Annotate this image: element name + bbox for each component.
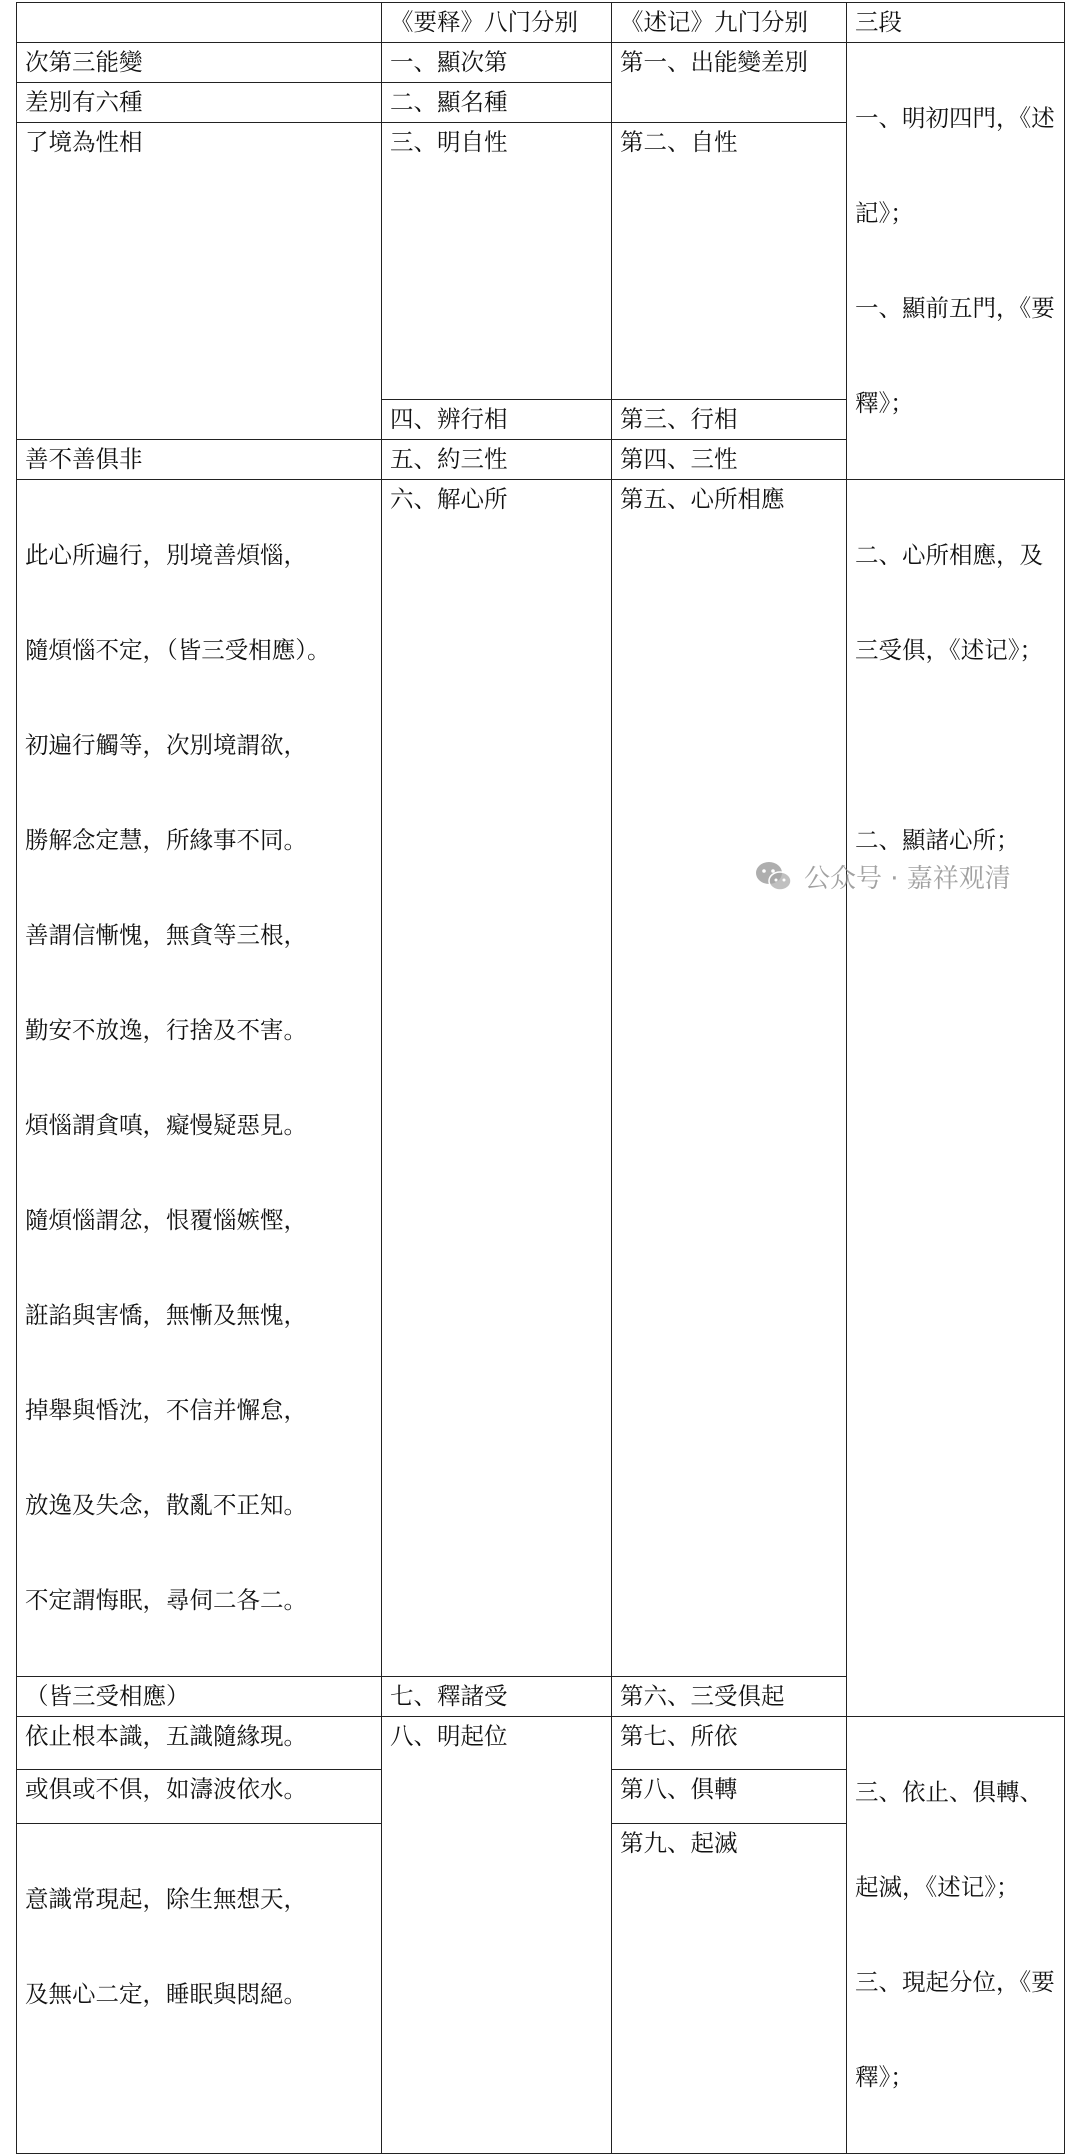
verse-line: 勝解念定慧，所緣事不同。 [25,826,307,854]
shuji-cell: 第四、三性 [612,440,847,480]
spacer [855,726,1056,765]
verse-cell: （皆三受相應） [17,1677,382,1717]
verse-cell: 善不善俱非 [17,440,382,480]
watermark-text: 公众号 · 嘉祥观清 [804,864,1011,894]
header-row [17,3,1065,43]
header-cell-shuji: 《述记》九门分别 [612,3,847,43]
verse-cell: 次第三能變 [17,43,382,83]
sanduan-cell-2 [847,480,1065,1717]
sanduan-line: 二、顯諸心所； [855,826,1020,854]
verse-line: 此心所遍行，別境善煩惱， [25,541,307,569]
sanduan-line: 記》； [855,199,914,227]
comparison-table [16,2,1065,2154]
verse-cell [17,1823,382,2153]
yaoshi-cell: 八、明起位 [382,1717,612,2154]
verse-line: 煩惱謂貪嗔，癡慢疑惡見。 [25,1111,307,1139]
sanduan-line: 一、明初四門，《述 [855,104,1055,132]
yaoshi-cell: 三、明自性 [382,123,612,400]
shuji-cell: 第一、出能變差別 [612,43,847,123]
sanduan-line: 三受俱，《述记》； [855,636,1043,664]
sanduan-line: 三、現起分位，《要 [855,1968,1055,1996]
header-cell-sanduan: 三段 [847,3,1065,43]
verse-line: 意識常現起，除生無想天， [25,1884,307,1913]
verse-cell: 了境為性相 [17,123,382,440]
shuji-cell: 第三、行相 [612,400,847,440]
verse-line: 隨煩惱謂忿，恨覆惱嫉慳， [25,1206,307,1234]
verse-cell: 或俱或不俱，如濤波依水。 [17,1770,382,1823]
verse-cell: 差別有六種 [17,83,382,123]
yaoshi-cell: 六、解心所 [382,480,612,1677]
sanduan-line: 二、心所相應，及 [855,541,1043,569]
verse-cell-stanza [17,480,382,1677]
sanduan-cell-3 [847,1717,1065,2154]
verse-line: 勤安不放逸，行捨及不害。 [25,1016,307,1044]
verse-line: 放逸及失念，散亂不正知。 [25,1491,307,1519]
shuji-cell: 第七、所依 [612,1717,847,1770]
shuji-cell: 第八、俱轉 [612,1770,847,1823]
verse-line: 隨煩惱不定，（皆三受相應）。 [25,636,331,664]
verse-cell: 依止根本識，五識隨緣現。 [17,1717,382,1770]
yaoshi-cell: 二、顯名種 [382,83,612,123]
shuji-cell: 第六、三受俱起 [612,1677,847,1717]
shuji-cell: 第九、起滅 [612,1823,847,2153]
table-row [17,43,1065,83]
sanduan-line: 起滅，《述记》； [855,1873,1020,1901]
shuji-cell: 第五、心所相應 [612,480,847,1677]
yaoshi-cell: 一、顯次第 [382,43,612,83]
verse-line: 初遍行觸等，次別境謂欲， [25,731,307,759]
sanduan-line: 釋》； [855,2063,914,2091]
sanduan-line: 釋》； [855,389,914,417]
sanduan-line: 三、依止、俱轉、 [855,1778,1043,1806]
verse-line: 掉舉與惛沈，不信并懈怠， [25,1396,307,1424]
header-cell-yaoshi: 《要释》八门分别 [382,3,612,43]
verse-line: 不定謂悔眠，尋伺二各二。 [25,1586,307,1614]
verse-line: 誑諂與害憍，無慚及無愧， [25,1301,307,1329]
shuji-cell: 第二、自性 [612,123,847,400]
header-cell-verse [17,3,382,43]
yaoshi-cell: 七、釋諸受 [382,1677,612,1717]
sanduan-line: 一、顯前五門，《要 [855,294,1055,322]
sanduan-cell-1 [847,43,1065,480]
verse-line: 善謂信慚愧，無貪等三根， [25,921,307,949]
table-row [17,480,1065,1677]
table-row [17,1717,1065,1770]
yaoshi-cell: 四、辨行相 [382,400,612,440]
verse-line: 及無心二定，睡眠與悶絕。 [25,1979,307,2008]
yaoshi-cell: 五、約三性 [382,440,612,480]
